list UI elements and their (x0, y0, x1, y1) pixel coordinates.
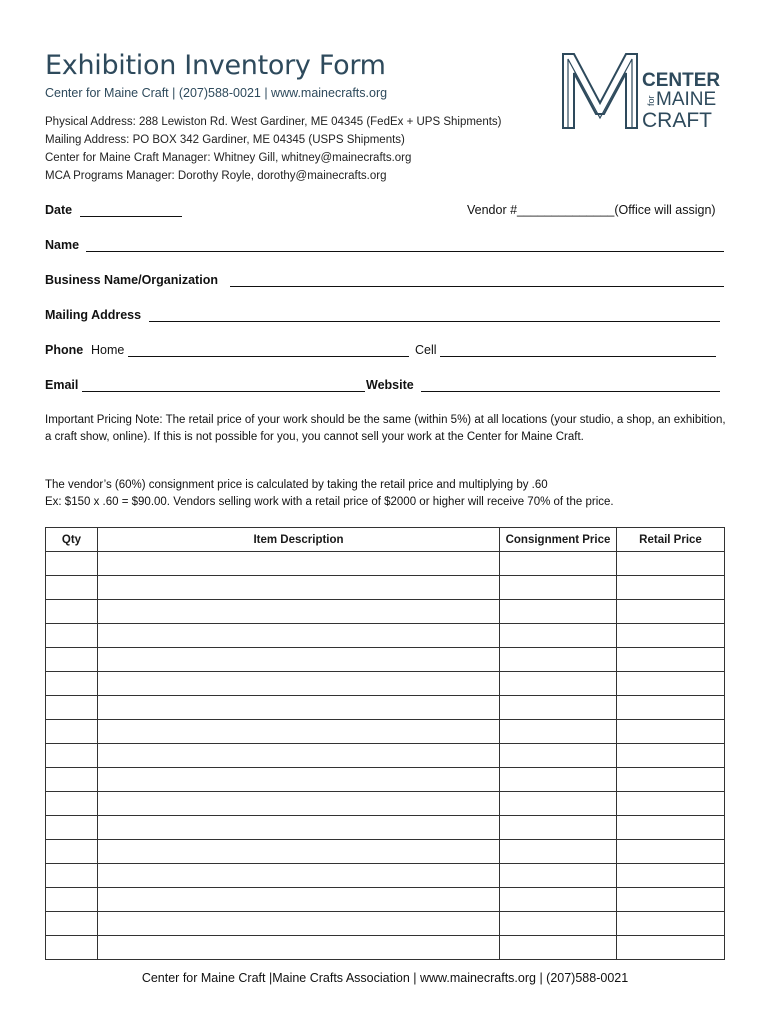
retail-price-cell[interactable] (617, 816, 725, 840)
logo-craft-text: CRAFT (642, 109, 712, 132)
retail-price-cell[interactable] (617, 672, 725, 696)
inventory-table (45, 527, 725, 960)
consignment-price-cell[interactable] (500, 624, 617, 648)
contact-line: Center for Maine Craft | (207)588-0021 | www.mainecrafts.org (45, 86, 388, 100)
table-row (46, 912, 725, 936)
logo-center-text: CENTER (642, 70, 721, 91)
qty-cell[interactable] (46, 840, 98, 864)
qty-cell[interactable] (46, 648, 98, 672)
retail-price-cell[interactable] (617, 888, 725, 912)
item-description-cell[interactable] (98, 816, 500, 840)
qty-cell[interactable] (46, 864, 98, 888)
qty-cell[interactable] (46, 624, 98, 648)
qty-cell[interactable] (46, 552, 98, 576)
item-description-cell[interactable] (98, 864, 500, 888)
table-header-row (46, 528, 725, 552)
item-description-cell[interactable] (98, 648, 500, 672)
business-label: Business Name/Organization (45, 273, 218, 287)
craft-manager-info: Center for Maine Craft Manager: Whitney Gill, whitney@mainecrafts.org (45, 152, 412, 164)
qty-cell[interactable] (46, 672, 98, 696)
mailing-address-field[interactable] (149, 321, 720, 322)
qty-cell[interactable] (46, 600, 98, 624)
item-description-cell[interactable] (98, 936, 500, 960)
consignment-price-cell[interactable] (500, 768, 617, 792)
consignment-price-cell[interactable] (500, 672, 617, 696)
retail-price-cell[interactable] (617, 696, 725, 720)
website-label: Website (366, 378, 414, 392)
name-label: Name (45, 238, 80, 252)
consignment-price-cell[interactable] (500, 792, 617, 816)
item-description-cell[interactable] (98, 768, 500, 792)
page-footer: Center for Maine Craft |Maine Crafts Association | www.mainecrafts.org | (207)588-0021 (141, 971, 629, 985)
item-description-cell[interactable] (98, 624, 500, 648)
consignment-price-cell[interactable] (500, 744, 617, 768)
qty-cell[interactable] (46, 816, 98, 840)
retail-price-cell[interactable] (617, 864, 725, 888)
consignment-price-cell[interactable] (500, 864, 617, 888)
qty-cell[interactable] (46, 720, 98, 744)
business-field[interactable] (230, 286, 724, 287)
qty-cell[interactable] (46, 912, 98, 936)
logo-maine-text: MAINE (656, 89, 717, 110)
qty-cell[interactable] (46, 792, 98, 816)
consignment-price-cell[interactable] (500, 888, 617, 912)
table-row (46, 768, 725, 792)
item-description-cell[interactable] (98, 888, 500, 912)
table-row (46, 792, 725, 816)
cell-label: Cell (415, 343, 437, 357)
programs-manager-info: MCA Programs Manager: Dorothy Royle, dorothy@mainecrafts.org (45, 170, 387, 182)
table-row (46, 936, 725, 960)
item-description-cell[interactable] (98, 840, 500, 864)
date-field[interactable] (80, 216, 182, 217)
retail-price-cell[interactable] (617, 720, 725, 744)
qty-cell[interactable] (46, 576, 98, 600)
website-field[interactable] (421, 391, 720, 392)
qty-cell[interactable] (46, 768, 98, 792)
qty-cell[interactable] (46, 888, 98, 912)
consignment-price-cell[interactable] (500, 912, 617, 936)
vendor-number-label: Vendor #______________(Office will assign) (467, 203, 716, 217)
mailing-address-info: Mailing Address: PO BOX 342 Gardiner, ME 04345 (USPS Shipments) (45, 134, 405, 146)
phone-label: Phone (45, 343, 84, 357)
item-description-cell[interactable] (98, 744, 500, 768)
table-row (46, 672, 725, 696)
table-row (46, 720, 725, 744)
inventory-rows (46, 552, 725, 960)
table-row (46, 648, 725, 672)
retail-price-cell[interactable] (617, 552, 725, 576)
item-description-cell[interactable] (98, 912, 500, 936)
table-row (46, 576, 725, 600)
qty-cell[interactable] (46, 744, 98, 768)
logo-for-text: for (646, 95, 656, 106)
table-row (46, 624, 725, 648)
qty-cell[interactable] (46, 696, 98, 720)
retail-price-cell[interactable] (617, 744, 725, 768)
table-row (46, 888, 725, 912)
mailing-address-label: Mailing Address (45, 308, 142, 322)
consignment-price-cell[interactable] (500, 576, 617, 600)
date-label: Date (45, 203, 73, 217)
item-description-cell[interactable] (98, 720, 500, 744)
home-phone-field[interactable] (128, 356, 409, 357)
consignment-price-cell[interactable] (500, 552, 617, 576)
center-for-maine-craft-logo (560, 48, 730, 132)
email-label: Email (45, 378, 79, 392)
consignment-price-header: Consignment Price (500, 528, 617, 552)
qty-cell[interactable] (46, 936, 98, 960)
item-description-cell[interactable] (98, 600, 500, 624)
item-description-cell[interactable] (98, 552, 500, 576)
consignment-note-line1: The vendor’s (60%) consignment price is calculated by taking the retail price and multiplying by .60 (45, 479, 548, 491)
retail-price-cell[interactable] (617, 936, 725, 960)
retail-price-cell[interactable] (617, 912, 725, 936)
retail-price-cell[interactable] (617, 576, 725, 600)
consignment-price-cell[interactable] (500, 696, 617, 720)
retail-price-cell[interactable] (617, 648, 725, 672)
retail-price-cell[interactable] (617, 840, 725, 864)
consignment-price-cell[interactable] (500, 840, 617, 864)
consignment-price-cell[interactable] (500, 720, 617, 744)
retail-price-cell[interactable] (617, 768, 725, 792)
consignment-price-cell[interactable] (500, 600, 617, 624)
cell-phone-field[interactable] (440, 356, 716, 357)
retail-price-cell[interactable] (617, 792, 725, 816)
item-description-header: Item Description (98, 528, 500, 552)
consignment-price-cell[interactable] (500, 648, 617, 672)
table-row (46, 840, 725, 864)
name-field[interactable] (86, 251, 724, 252)
item-description-cell[interactable] (98, 576, 500, 600)
table-row (46, 600, 725, 624)
item-description-cell[interactable] (98, 672, 500, 696)
consignment-note-line2: Ex: $150 x .60 = $90.00. Vendors selling work with a retail price of $2000 or higher will receive 70% of the price. (45, 496, 614, 508)
home-label: Home (91, 343, 125, 357)
physical-address: Physical Address: 288 Lewiston Rd. West Gardiner, ME 04345 (FedEx + UPS Shipments) (45, 116, 502, 128)
retail-price-cell[interactable] (617, 624, 725, 648)
table-row (46, 696, 725, 720)
item-description-cell[interactable] (98, 792, 500, 816)
consignment-price-cell[interactable] (500, 936, 617, 960)
table-row (46, 816, 725, 840)
consignment-price-cell[interactable] (500, 816, 617, 840)
table-row (46, 744, 725, 768)
item-description-cell[interactable] (98, 696, 500, 720)
table-row (46, 864, 725, 888)
pricing-note: Important Pricing Note: The retail price of your work should be the same (within 5%) at all locations (your studio, a shop, an exhibition, a craft show, online). If this is not possible for you, you cannot sell your work at the Center for Maine Craft. (45, 414, 726, 443)
email-field[interactable] (82, 391, 365, 392)
form-title: Exhibition Inventory Form (45, 50, 386, 81)
retail-price-cell[interactable] (617, 600, 725, 624)
qty-header: Qty (46, 528, 98, 552)
retail-price-header: Retail Price (617, 528, 725, 552)
table-row (46, 552, 725, 576)
